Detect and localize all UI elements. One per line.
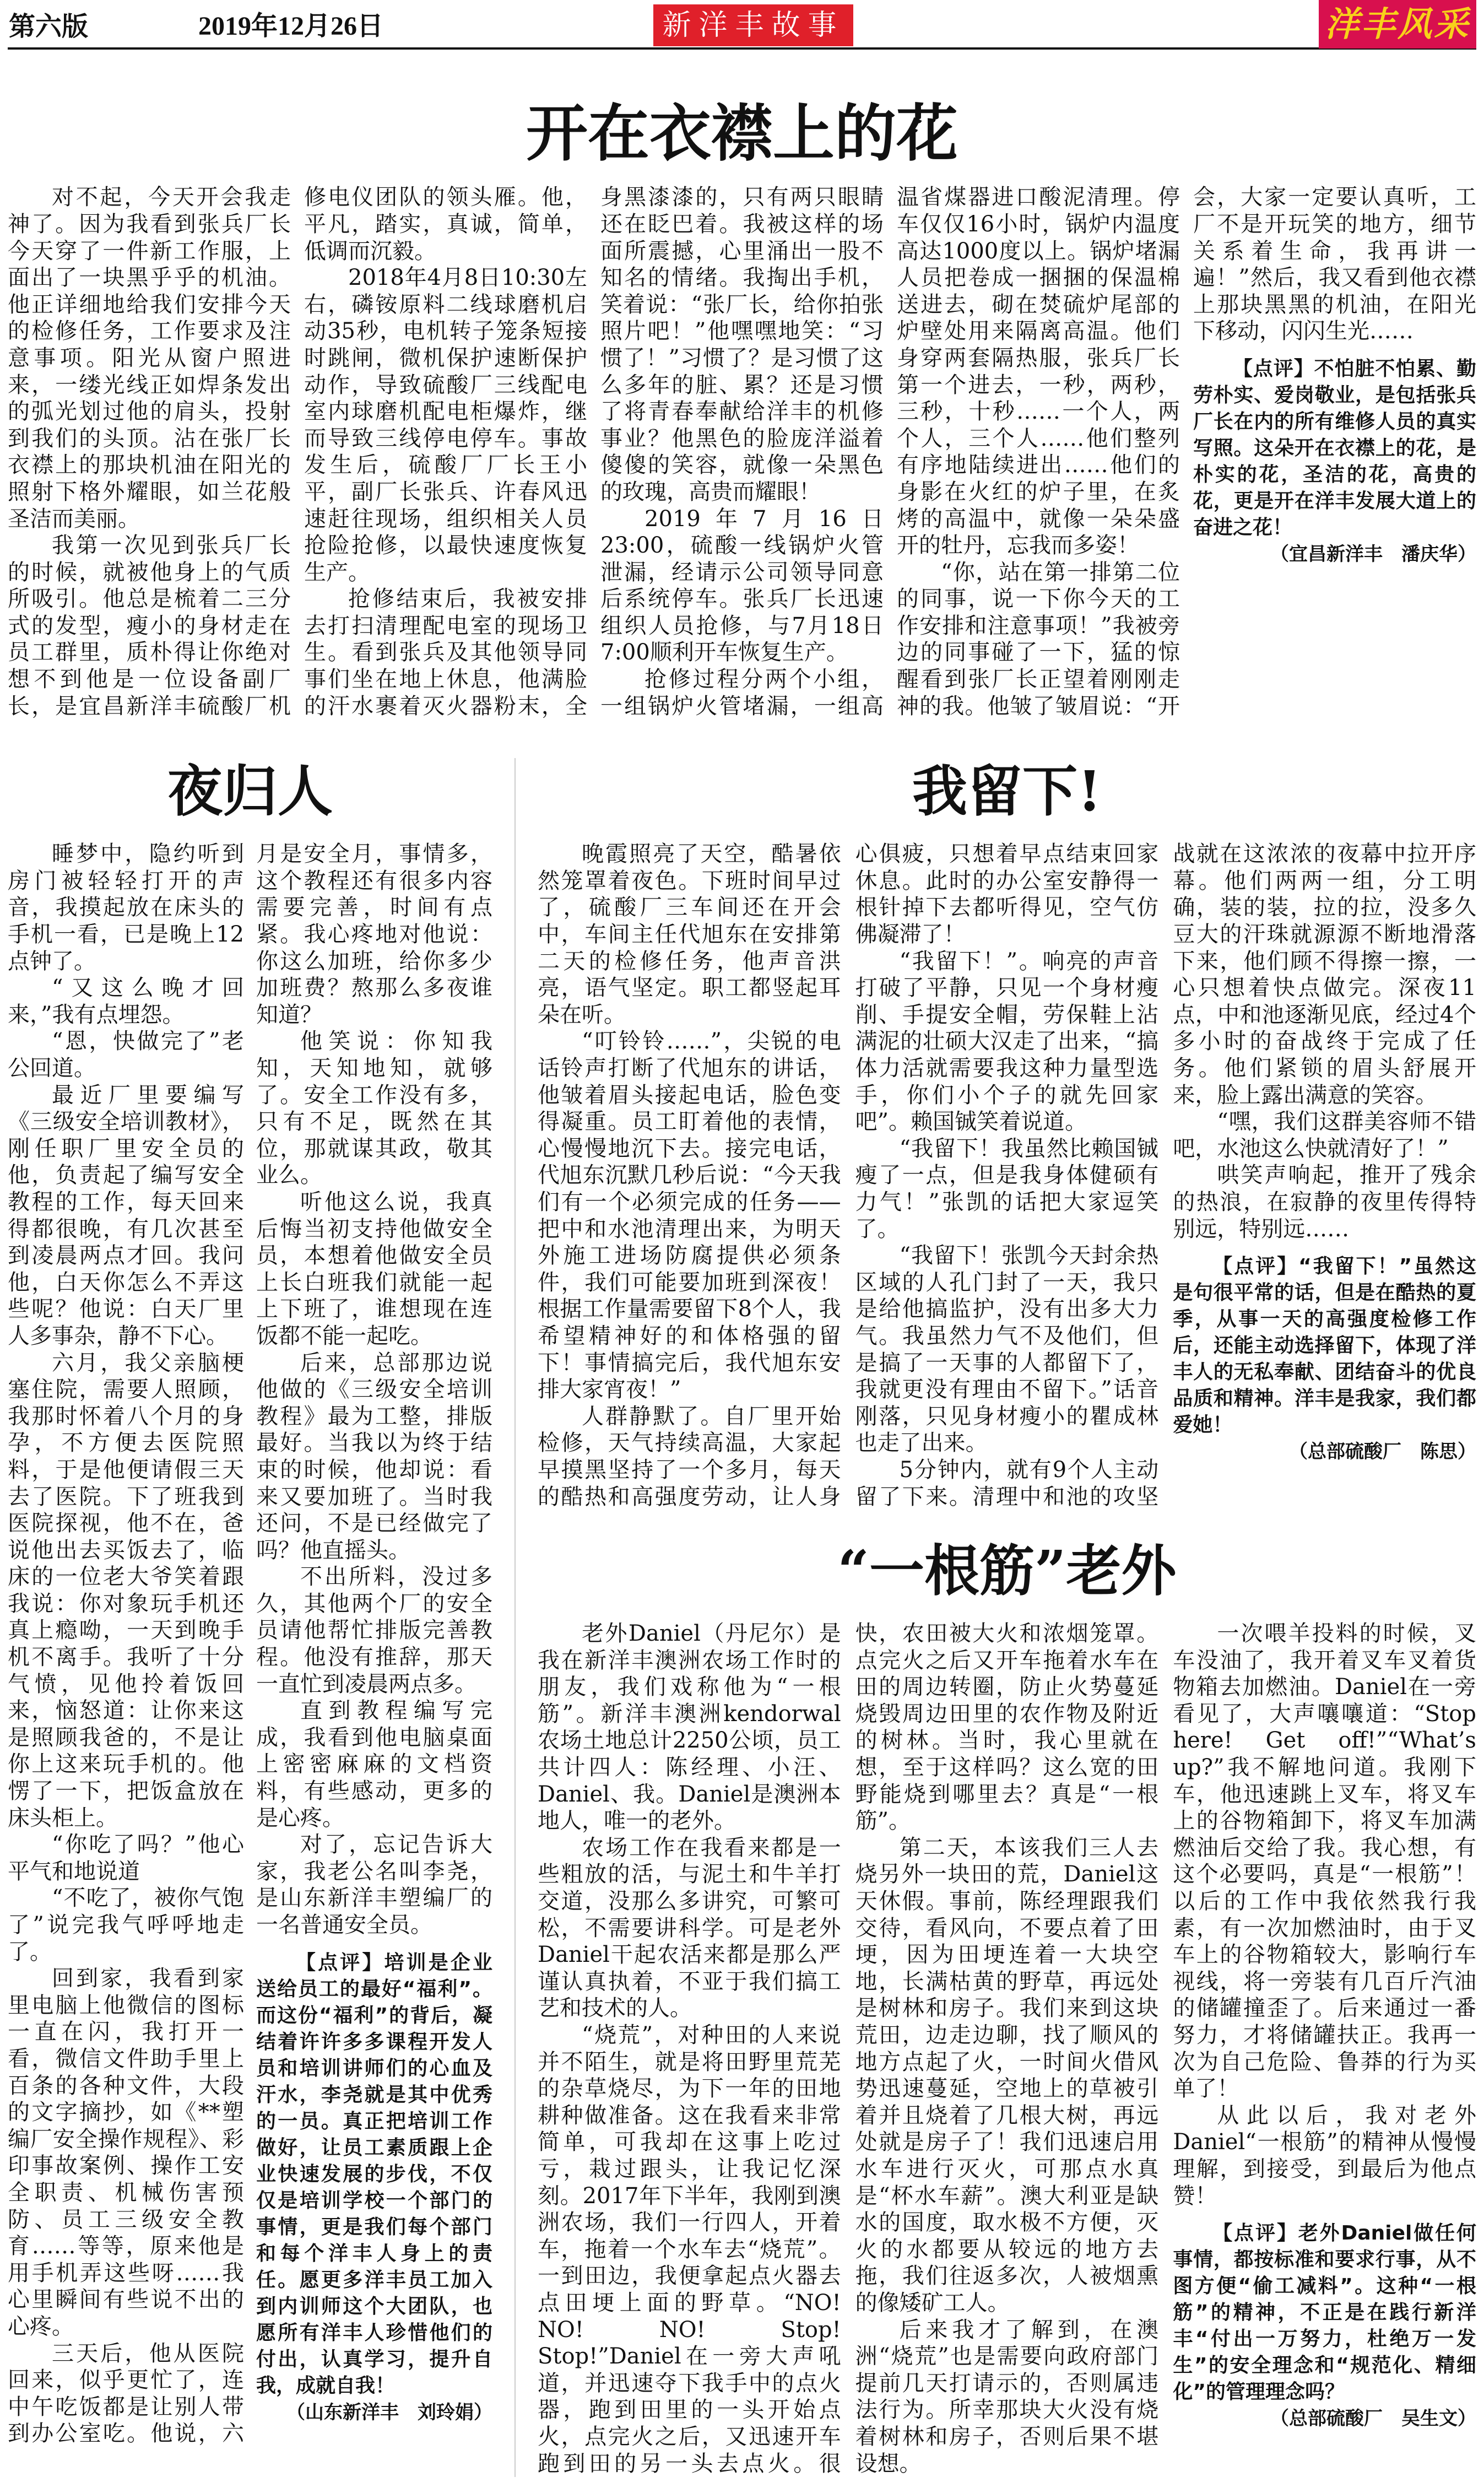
article-paragraph: 对了，忘记告诉大家，我老公名叫李尧，是山东新洋丰塑编厂的一名普通安全员。 (256, 1832, 492, 1938)
article-title: 夜归人 (167, 759, 333, 824)
article-body (538, 841, 1476, 1510)
article-paragraph: “不吃了，被你气饱了”说完我气呼呼地走了。 (8, 1885, 244, 1965)
article-paragraph: 一次喂羊投料的时候，叉车没油了，我开着叉车叉着货物箱去加燃油。Daniel在一旁看见了，大声嚷嚷道：“Stop here! Get off!”“What’s up?”我不解地问道。我刚下车，他迅速跳上叉车，将叉车上的谷物箱卸下，将叉车加满燃油后交给了我。我心想，有这个必要吗，真是“一根筋”！以后的工作中我依然我行我素，有一次加燃油时，由于叉车上的谷物箱较大，影响行车视线，将一旁装有几百斤汽油的储罐撞歪了。后来通过一番努力，才将储罐扶正。我再一次为自己危险、鲁莽的行为买单了！ (1173, 1621, 1476, 2102)
article-paragraph: 后来我才了解到，在澳洲“烧荒”也是需要向政府部门提前几天打请示的，否则属违法行为。所幸那块大火没有烧着树林和房子，否则后果不堪设想。 (855, 2317, 1159, 2476)
header-rule (8, 47, 1476, 50)
article-title: 我留下! (912, 759, 1102, 824)
left-block (8, 720, 492, 2477)
page-number: 第六版 (9, 11, 89, 42)
article-paragraph: “你，站在第一排第二位的同事，说一下你今天的工作安排和注意事项！”我被旁边的同事碰了一下，猛的惊醒看到张厂长正望着刚刚走神的我。他皱了皱眉说：“开会，大家一定要认真听，工厂不是开玩笑的地方，细节关系着生命，我再讲一遍！”然后，我又看到他衣襟上那块黑黑的机油，在阳光下移动，闪闪生光…… (897, 185, 1476, 719)
lower-section (8, 720, 1476, 2477)
article-author: （宜昌新洋丰 潘庆华） (1270, 543, 1476, 565)
article-paragraph: “恩，快做完了”老公回道。 (8, 1029, 244, 1081)
article-author: （总部硫酸厂 陈思） (1288, 1441, 1476, 1463)
article-paragraph: “我留下！张凯今天封余热区域的人孔门封了一天，我只是给他搞监护，没有出多大力气。我虽然力气不及他们，但是搞了一天事的人都留下了，我就更没有理由不留下。”话音刚落，只见身材瘦小的瞿成林也走了出来。 (855, 1243, 1159, 1456)
article-paragraph: 他笑说：你知我知，天知地知，就够了。安全工作没有多，只有不足，既然在其位，那就谋其政，敬其业么。 (256, 1029, 492, 1188)
editor-comment: 【点评】培训是企业送给员工的最好“福利”。而这份“福利”的背后，凝结着许许多多课程开发人员和培训讲师们的心血及汗水，李尧就是其中优秀的一员。真正把培训工作做好，让员工素质跟上企业快速发展的步伐，不仅仅是培训学校一个部门的事情，更是我们每个部门和每个洋丰人身上的责任。愿更多洋丰员工加入到内训师这个大团队，也愿所有洋丰人珍惜他们的付出，认真学习，提升自我，成就自我！ (256, 1951, 492, 2397)
page-header (8, 0, 1476, 53)
article-paragraph: 人群静默了。自厂里开始检修，天气持续高温，大家起早摸黑坚持了一个多月，每天的酷热和高强度劳动，让人身心俱疲，只想着早点结束回家休息。此时的办公室安静得一根针掉下去都听得见，空气仿佛凝滞了！ (538, 841, 1159, 1510)
article-paragraph: 5分钟内，就有9个人主动留了下来。清理中和池的攻坚战就在这浓浓的夜幕中拉开序幕。他们两两一组，分工明确，装的装，拉的拉，没多久豆大的汗珠就源源不断地滑落下来，他们顾不得擦一擦，一心只想着快点做完。深夜11点，中和池逐渐见底，经过4个多小时的奋战终于完成了任务。他们紧锁的眉头舒展开来，脸上露出满意的笑容。 (855, 841, 1476, 1510)
article-paragraph: 后来，总部那边说他做的《三级安全培训教程》最为工整，排版最好。当我以为终于结束的时候，他却说：看来又要加班了。当时我还问，不是已经做完了吗？他直摇头。 (256, 1350, 492, 1563)
column-divider (514, 758, 516, 2477)
article-title: “一根筋”老外 (837, 1538, 1177, 1604)
article-paragraph: 最近厂里要编写《三级安全培训教材》，刚任职厂里安全员的他，负责起了编写安全教程的工作，每天回来得都很晚，有几次甚至到凌晨两点才回。我问他，白天你怎么不弄这些呢？他说：白天厂里人多事杂，静不下心。 (8, 1082, 244, 1349)
article-paragraph: “烧荒”，对种田的人来说并不陌生，就是将田野里荒芜的杂草烧尽，为下一年的田地耕种做准备。这在我看来非常简单，可我却在这事上吃过亏，栽过跟头，让我记忆深刻。2017年下半年，我刚到澳洲农场，我们一行四人，开着车，拖着一个水车去“烧荒”。一到田边，我便拿起点火器去点田埂上面的野草。“NO! NO! NO! Stop! Stop!”Daniel在一旁大声吼道，并迅速夺下我手中的点火器，跑到田里的一头开始点火，点完火之后，又迅速开车跑到田的另一头去点火。很快，农田被大火和浓烟笼罩。点完火之后又开车拖着水车在田的周边转圈，防止火势蔓延烧毁周边田里的农作物及附近的树林。当时，我心里就在想，至于这样吗？这么宽的田野能烧到哪里去？真是“一根筋”。 (538, 1621, 1159, 2476)
article-body (8, 841, 492, 2447)
article-paragraph: 我第一次见到张兵厂长的时候，就被他身上的气质所吸引。他总是梳着二三分式的发型，瘦小的身材走在员工群里，质朴得让你绝对想不到他是一位设备副厂长，是宜昌新洋丰硫酸厂机修电仪团队的领头雁。他，平凡，踏实，真诚，简单，低调而沉毅。 (8, 185, 587, 719)
article-paragraph: 2018年4月8日10:30左右，磷铵原料二线球磨机启动35秒，电机转子笼条短接时跳闸，微机保护速断保护动作，导致硫酸厂三线配电室内球磨机配电柜爆炸，继而导致三线停电停车。事故发生后，硫酸厂厂长王小平，副厂长张兵、许春风迅速赶往现场，组织相关人员抢险抢修，以最快速度恢复生产。 (304, 265, 587, 585)
article-paragraph: 从此以后，我对老外Daniel“一根筋”的精神从慢慢理解，到接受，到最后为他点赞！ (1173, 2102, 1476, 2209)
article-paragraph: 哄笑声响起，推开了残余的热浪，在寂静的夜里传得特别远，特别远…… (1173, 1162, 1476, 1242)
article-body (538, 1620, 1476, 2477)
article-author: （山东新洋丰 刘玲娟） (286, 2401, 492, 2424)
article-paragraph: 直到教程编写完成，我看到他电脑桌面上密密麻麻的文档资料，有些感动，更多的是心疼。 (256, 1698, 492, 1831)
article-paragraph: 听他这么说，我真后悔当初支持他做安全员，本想着他做安全员上长白班我们就能一起上下班了，谁想现在连饭都不能一起吃。 (256, 1189, 492, 1349)
article-paragraph: “你吃了吗？”他心平气和地说道 (8, 1832, 244, 1884)
article-paragraph: 抢修结束后，我被安排去打扫清理配电室的现场卫生。看到张兵及其他领导同事们坐在地上休息，他满脸的汗水裹着灭火器粉末，全身黑漆漆的，只有两只眼睛还在眨巴着。我被这样的场面所震撼，心里涌出一股不知名的情绪。我掏出手机，笑着说：“张厂长，给你拍张照片吧！”他嘿嘿地笑：“习惯了！”习惯了？是习惯了这么多年的脏、累？还是习惯了将青春奉献给洋丰的机修事业？他黑色的脸庞洋溢着傻傻的笑容，就像一朵黑色的玫瑰，高贵而耀眼！ (304, 185, 884, 719)
editor-comment: 【点评】“我留下！”虽然这是句很平常的话，但是在酷热的夏季，从事一天的高强度检修工作后，还能主动选择留下，体现了洋丰人的无私奉献、团结奋斗的优良品质和精神。洋丰是我家，我们都爱她！ (1173, 1255, 1476, 1437)
article-paragraph: 第二天，本该我们三人去烧另外一块田的荒，Daniel这天休假。事前，陈经理跟我们交待，看风向，不要点着了田埂，因为田埂连着一大块空地，长满枯黄的野草，再远处是树林和房子。我们来到这块荒田，边走边聊，找了顺风的地方点起了火，一时间火借风势迅速蔓延，空地上的草被引着并且烧着了几根大树，再远处就是房子了！我们迅速启用水车进行灭火，可那点水真是“杯水车薪”。澳大利亚是缺水的国度，取水极不方便，灭火的水都要从较远的地方去拖，我们往返多次，人被烟熏的像矮矿工人。 (855, 1835, 1159, 2316)
section-banner: 新洋丰故事 (653, 4, 853, 46)
article-paragraph: “我留下！”。响亮的声音打破了平静，只见一个身材瘦削、手提安全帽，劳保鞋上沾满泥的壮硕大汉走了出来，“搞体力活就需要我这种力量型选手，你们小个子的就先回家吧”。赖国铖笑着说道。 (855, 948, 1159, 1135)
editor-comment: 【点评】不怕脏不怕累、勤劳朴实、爱岗敬业，是包括张兵厂长在内的所有维修人员的真实写照。这朵开在衣襟上的花，是朴实的花，圣洁的花，高贵的花，更是开在洋丰发展大道上的奋进之花！ (1193, 357, 1476, 539)
editor-comment: 【点评】老外Daniel做任何事情，都按标准和要求行事，从不图方便“偷工减料”。这种“一根筋”的精神，不正是在践行新洋丰“付出一万努力，杜绝万一发生”的安全理念和“规范化、精细化”的管理理念吗？ (1173, 2222, 1476, 2404)
article-paragraph: “嘿，我们这群美容师不错吧，水池这么快就清好了！” (1173, 1109, 1476, 1161)
article-paragraph: “又这么晚才回来，”我有点埋怨。 (8, 975, 244, 1027)
column-logo: 洋丰风采 (1319, 0, 1476, 48)
article-title: 开在衣襟上的花 (526, 98, 958, 170)
article-paragraph: 睡梦中，隐约听到房门被轻轻打开的声音，我摸起放在床头的手机一看，已是晚上12点钟了。 (8, 841, 244, 974)
article-paragraph: 三天后，他从医院回来，似乎更忙了，连中午吃饭都是让别人带到办公室吃。他说，六月是安全月，事情多，这个教程还有很多内容需要完善，时间有点紧。我心疼地对他说：你这么加班，给你多少加班费？熬那么多夜谁知道？ (8, 841, 492, 2447)
article-paragraph: 晚霞照亮了天空，酷暑依然笼罩着夜色。下班时间早过了，硫酸厂三车间还在开会中，车间主任代旭东在安排第二天的检修任务，他声音洪亮，语气坚定。职工都竖起耳朵在听。 (538, 841, 841, 1027)
article-paragraph: 对不起，今天开会我走神了。因为我看到张兵厂长今天穿了一件新工作服，上面出了一块黑乎乎的机油。他正详细地给我们安排今天的检修任务，工作要求及注意事项。阳光从窗户照进来，一缕光线正如焊条发出的弧光划过他的肩头，投射到我们的头顶。沾在张厂长衣襟上的那块机油在阳光的照射下格外耀眼，如兰花般圣洁而美丽。 (8, 185, 291, 532)
article-paragraph: 2019年7月16日23:00，硫酸一线锅炉火管泄漏，经请示公司领导同意后系统停车。张兵厂长迅速组织人员抢修，与7月18日7:00顺利开车恢复生产。 (600, 506, 884, 666)
article-paragraph: “叮铃铃……”，尖锐的电话铃声打断了代旭东的讲话，他皱着眉头接起电话，脸色变得凝重。员工盯着他的表情，心慢慢地沉下去。接完电话，代旭东沉默几秒后说：“今天我们有一个必须完成的任务——把中和水池清理出来，为明天外施工进场防腐提供必须条件，我们可能要加班到深夜！根据工作量需要留下8个人，我希望精神好的和体格强的留下！事情搞完后，我代旭东安排大家宵夜！” (538, 1029, 841, 1403)
article-paragraph: “我留下！我虽然比赖国铖瘦了一点，但是我身体健硕有力气！”张凯的话把大家逗笑了。 (855, 1135, 1159, 1242)
article-paragraph: 老外Daniel（丹尼尔）是我在新洋丰澳洲农场工作时的朋友，我们戏称他为“一根筋”。新洋丰澳洲kendorwal农场土地总计2250公顷，员工共计四人：陈经理、小汪、Daniel、我。Daniel是澳洲本地人，唯一的老外。 (538, 1621, 841, 1834)
article-paragraph: 抢修过程分两个小组，一组锅炉火管堵漏，一组高温省煤器进口酸泥清理。停车仅仅16小时，锅炉内温度高达1000度以上。锅炉堵漏人员把卷成一捆捆的保温棉送进去，砌在焚硫炉尾部的炉壁处用来隔离高温。他们身穿两套隔热服，张兵厂长第一个进去，一秒，两秒，三秒，十秒……一个人，两个人，三个人……他们整列有序地陆续进出……他们的身影在火红的炉子里，在炙烤的高温中，就像一朵朵盛开的牡丹，忘我而多姿！ (600, 185, 1180, 719)
article-paragraph: 回到家，我看到家里电脑上他微信的图标一直在闪，我打开一看，微信文件助手里上百条的各种文件，大段的文字摘抄，如《**塑编厂安全操作规程》、彩印事故案例、操作工安全职责、机械伤害预防、员工三级安全教育……等等，原来他是用手机弄这些呀……我心里瞬间有些说不出的心疼。 (8, 1966, 244, 2339)
issue-date: 2019年12月26日 (198, 12, 384, 41)
article-author: （总部硫酸厂 吴生文） (1270, 2408, 1476, 2430)
article-body (8, 184, 1476, 720)
article-paragraph: 六月，我父亲脑梗塞住院，需要人照顾，我那时怀着八个月的身孕，不方便去医院照料，于是他便请假三天去了医院。下了班我到医院探视，他不在，爸说他出去买饭去了，临床的一位老大爷笑着跟我说：你对象玩手机还真上瘾呦，一天到晚手机不离手。我听了十分气愤，见他拎着饭回来，恼怒道：让你来这是照顾我爸的，不是让你上这来玩手机的。他愣了一下，把饭盒放在床头柜上。 (8, 1350, 244, 1831)
article-paragraph: 不出所料，没过多久，其他两个厂的安全员请他帮忙排版完善教程。他没有推辞，那天一直忙到凌晨两点多。 (256, 1564, 492, 1697)
right-block (538, 720, 1476, 2477)
article-paragraph: 农场工作在我看来都是一些粗放的活，与泥土和牛羊打交道，没那么多讲究，可繁可松，不需要讲科学。可是老外Daniel干起农活来都是那么严谨认真执着，不亚于我们搞工艺和技术的人。 (538, 1835, 841, 2021)
